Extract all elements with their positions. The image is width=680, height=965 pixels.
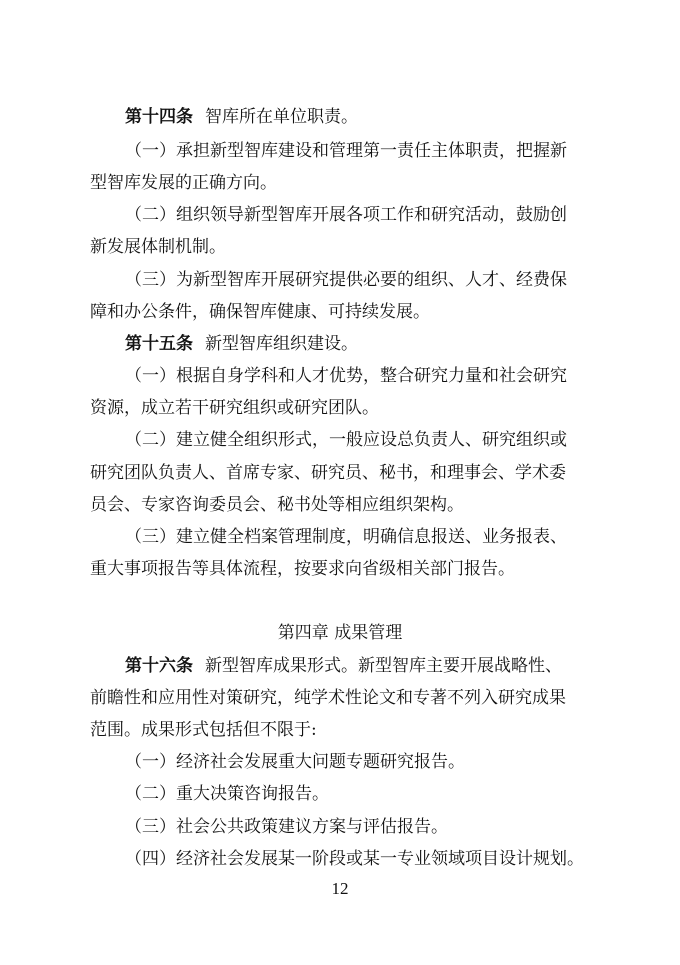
list-item: （一）经济社会发展重大问题专题研究报告。: [125, 752, 465, 772]
article-16-line-1: 新型智库成果形式。新型智库主要开展战略性、: [205, 656, 562, 676]
paragraph-line: （三）建立健全档案管理制度，明确信息报送、业务报表、: [125, 527, 567, 547]
paragraph-line: 前瞻性和应用性对策研究，纯学术性论文和专著不列入研究成果: [90, 688, 566, 708]
paragraph-line: 范围。成果形式包括但不限于:: [90, 720, 317, 740]
article-15-title: 新型智库组织建设。: [205, 334, 358, 354]
paragraph-line: 重大事项报告等具体流程，按要求向省级相关部门报告。: [90, 559, 515, 579]
chapter-heading: 第四章 成果管理: [277, 623, 403, 643]
paragraph-line: （三）为新型智库开展研究提供必要的组织、人才、经费保: [125, 270, 567, 290]
article-15-heading: [125, 333, 595, 355]
page-number: 12: [331, 879, 349, 898]
paragraph-line: 新发展体制机制。: [90, 237, 226, 257]
article-14-title: 智库所在单位职责。: [205, 107, 358, 127]
article-15-label: 第十五条: [125, 334, 193, 354]
paragraph-line: （一）根据自身学科和人才优势，整合研究力量和社会研究: [125, 366, 567, 386]
article-16-label: 第十六条: [125, 656, 193, 676]
list-item: （三）社会公共政策建议方案与评估报告。: [125, 817, 448, 837]
paragraph-line: 型智库发展的正确方向。: [90, 173, 277, 193]
paragraph-line: 障和办公条件，确保智库健康、可持续发展。: [90, 302, 430, 322]
paragraph-line: 研究团队负责人、首席专家、研究员、秘书，和理事会、学术委: [90, 463, 566, 483]
paragraph-line: 资源，成立若干研究组织或研究团队。: [90, 398, 379, 418]
article-14-label: 第十四条: [125, 107, 193, 127]
article-16-heading: [125, 655, 595, 677]
paragraph-line: 员会、专家咨询委员会、秘书处等相应组织架构。: [90, 495, 464, 515]
paragraph-line: （二）建立健全组织形式，一般应设总负责人、研究组织或: [125, 430, 567, 450]
paragraph-line: （二）组织领导新型智库开展各项工作和研究活动，鼓励创: [125, 205, 567, 225]
paragraph-line: （一）承担新型智库建设和管理第一责任主体职责，把握新: [125, 141, 567, 161]
article-14-heading: [125, 106, 595, 128]
list-item: （二）重大决策咨询报告。: [125, 784, 329, 804]
list-item: （四）经济社会发展某一阶段或某一专业领域项目设计规划。: [125, 849, 584, 869]
